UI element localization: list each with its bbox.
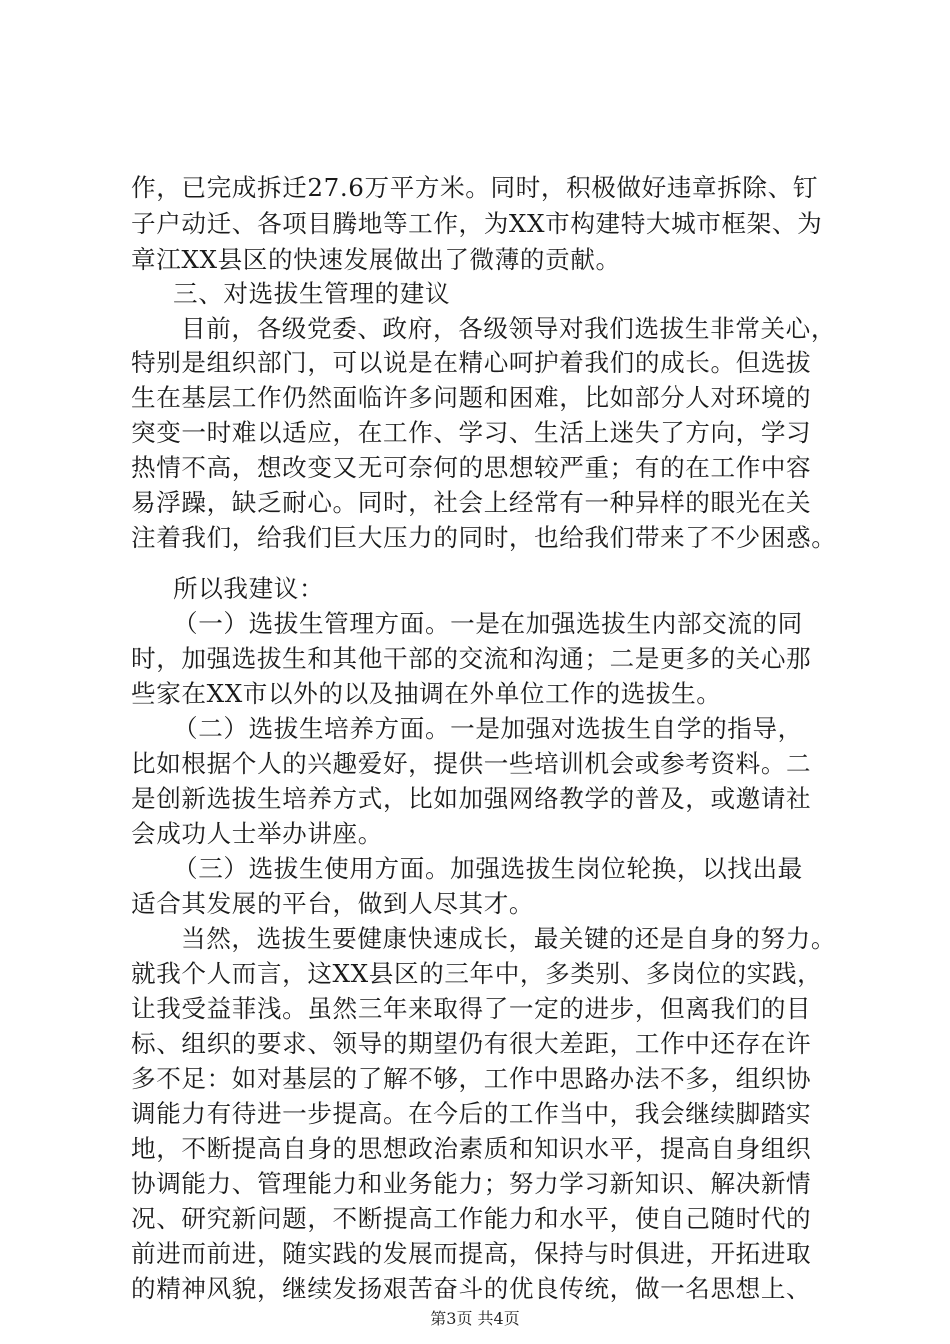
text-line: 些家在XX市以外的以及抽调在外单位工作的选拔生。 <box>131 679 722 708</box>
text-line: 时，加强选拔生和其他干部的交流和沟通；二是更多的关心那 <box>131 644 812 673</box>
text-line: 就我个人而言，这XX县区的三年中，多类别、多岗位的实践， <box>131 959 823 988</box>
text-line: （一）选拔生管理方面。一是在加强选拔生内部交流的同 <box>173 609 803 638</box>
text-line: 多不足：如对基层的了解不够，工作中思路办法不多，组织协 <box>131 1064 812 1093</box>
text-line: 突变一时难以适应，在工作、学习、生活上迷失了方向，学习 <box>131 418 812 447</box>
text-line: 热情不高，想改变又无可奈何的思想较严重；有的在工作中容 <box>131 453 812 482</box>
text-line: 易浮躁，缺乏耐心。同时，社会上经常有一种异样的眼光在关 <box>131 488 812 517</box>
text-line: 标、组织的要求、领导的期望仍有很大差距，工作中还存在许 <box>131 1029 812 1058</box>
text-line: 所以我建议： <box>173 574 325 603</box>
text-line: 是创新选拔生培养方式，比如加强网络教学的普及，或邀请社 <box>131 784 812 813</box>
text-line: 当然，选拔生要健康快速成长，最关键的还是自身的努力。 <box>181 924 837 953</box>
text-line: 会成功人士举办讲座。 <box>131 819 383 848</box>
text-line: 子户动迁、各项目腾地等工作，为XX市构建特大城市框架、为 <box>131 209 823 238</box>
text-line: 前进而前进，随实践的发展而提高，保持与时俱进，开拓进取 <box>131 1239 812 1268</box>
section-heading: 三、对选拔生管理的建议 <box>173 279 451 308</box>
text-line: 生在基层工作仍然面临许多问题和困难，比如部分人对环境的 <box>131 383 812 412</box>
text-line: 调能力有待进一步提高。在今后的工作当中，我会继续脚踏实 <box>131 1099 812 1128</box>
text-line: 章江XX县区的快速发展做出了微薄的贡献。 <box>131 245 621 274</box>
text-line: 比如根据个人的兴趣爱好，提供一些培训机会或参考资料。二 <box>131 749 812 778</box>
text-line: （二）选拔生培养方面。一是加强对选拔生自学的指导， <box>173 714 803 743</box>
text-line: 作，已完成拆迁27.6万平方米。同时，积极做好违章拆除、钉 <box>131 173 819 202</box>
text-line: 目前，各级党委、政府，各级领导对我们选拔生非常关心， <box>181 314 837 343</box>
text-line: 况、研究新问题，不断提高工作能力和水平，使自己随时代的 <box>131 1204 812 1233</box>
text-line: 让我受益菲浅。虽然三年来取得了一定的进步，但离我们的目 <box>131 994 812 1023</box>
text-line: 注着我们，给我们巨大压力的同时，也给我们带来了不少困惑。 <box>131 523 837 552</box>
text-line: （三）选拔生使用方面。加强选拔生岗位轮换，以找出最 <box>173 854 803 883</box>
text-line: 协调能力、管理能力和业务能力；努力学习新知识、解决新情 <box>131 1169 812 1198</box>
page-number-footer: 第3页 共4页 <box>430 1309 520 1328</box>
text-line: 特别是组织部门，可以说是在精心呵护着我们的成长。但选拔 <box>131 348 812 377</box>
text-line: 的精神风貌，继续发扬艰苦奋斗的优良传统，做一名思想上、 <box>131 1274 812 1303</box>
text-line: 地，不断提高自身的思想政治素质和知识水平，提高自身组织 <box>131 1134 812 1163</box>
text-line: 适合其发展的平台，做到人尽其才。 <box>131 889 535 918</box>
